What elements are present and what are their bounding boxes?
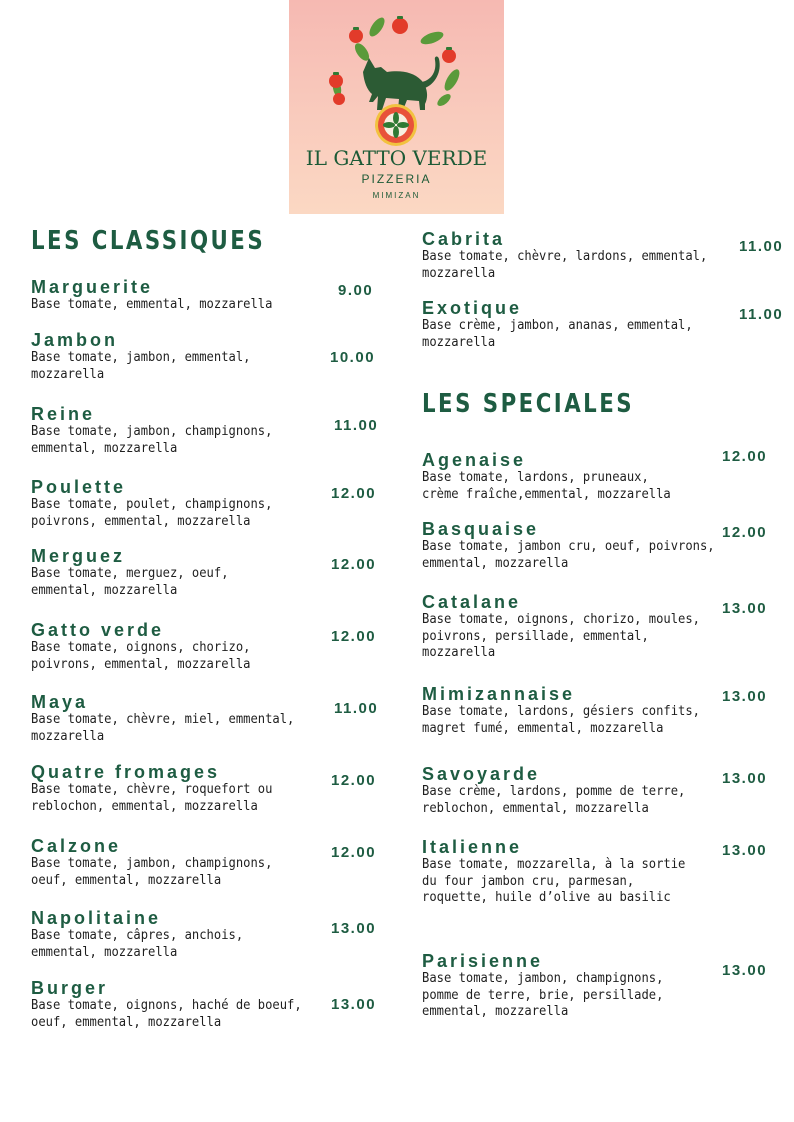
restaurant-logo	[289, 0, 504, 214]
item-name: Calzone	[31, 836, 122, 856]
item-description: Base crème, jambon, ananas, emmental, mozzarella	[422, 317, 693, 350]
item-description: Base tomate, jambon, champignons, emmental, mozzarella	[31, 423, 273, 456]
item-price: 11.00	[739, 306, 784, 323]
menu-item	[31, 763, 336, 814]
item-name: Catalane	[422, 592, 522, 612]
item-name: Cabrita	[422, 229, 506, 249]
item-price: 12.00	[331, 844, 377, 861]
menu-item	[31, 837, 346, 888]
item-name: Agenaise	[422, 450, 527, 470]
brand-type: PIZZERIA	[361, 172, 432, 186]
menu-item	[422, 952, 722, 1020]
section-title-classiques: LES CLASSIQUES	[31, 226, 266, 256]
menu-item	[31, 331, 311, 382]
brand-name: IL GATTO VERDE	[305, 146, 488, 170]
menu-item	[422, 593, 747, 661]
item-price: 9.00	[338, 282, 374, 299]
item-description: Base tomate, emmental, mozzarella	[31, 296, 273, 312]
item-name: Jambon	[31, 330, 119, 350]
item-price: 13.00	[331, 920, 377, 937]
item-price: 12.00	[722, 448, 768, 465]
item-name: Savoyarde	[422, 764, 541, 784]
item-description: Base crème, lardons, pomme de terre, reblochon, emmental, mozzarella	[422, 783, 686, 816]
item-price: 12.00	[722, 524, 768, 541]
item-description: Base tomate, oignons, haché de boeuf, oeuf, emmental, mozzarella	[31, 997, 302, 1030]
item-price: 13.00	[722, 770, 768, 787]
item-description: Base tomate, jambon cru, oeuf, poivrons, emmental, mozzarella	[422, 538, 715, 571]
item-description: Base tomate, poulet, champignons, poivrons, emmental, mozzarella	[31, 496, 273, 529]
item-description: Base tomate, jambon, champignons, oeuf, emmental, mozzarella	[31, 855, 273, 888]
item-price: 13.00	[722, 688, 768, 705]
item-description: Base tomate, mozzarella, à la sortie du four jambon cru, parmesan, roquette, huile d’olive au basilic	[422, 856, 686, 905]
item-description: Base tomate, câpres, anchois, emmental, mozzarella	[31, 927, 244, 960]
menu-item	[422, 765, 747, 816]
menu-item	[422, 299, 742, 350]
item-price: 12.00	[331, 628, 377, 645]
item-description: Base tomate, jambon, emmental, mozzarella	[31, 349, 251, 382]
menu-item	[31, 693, 351, 744]
item-price: 13.00	[722, 600, 768, 617]
item-price: 13.00	[722, 842, 768, 859]
menu-item	[31, 979, 361, 1030]
item-name: Reine	[31, 404, 96, 424]
menu-item	[422, 451, 722, 502]
item-name: Poulette	[31, 477, 127, 497]
item-name: Quatre fromages	[31, 762, 221, 782]
item-name: Gatto verde	[31, 620, 165, 640]
item-price: 12.00	[331, 772, 377, 789]
menu-item	[422, 685, 747, 736]
menu-item	[31, 909, 311, 960]
item-name: Basquaise	[422, 519, 540, 539]
item-name: Burger	[31, 978, 109, 998]
item-price: 11.00	[334, 700, 379, 717]
item-description: Base tomate, chèvre, miel, emmental, mozzarella	[31, 711, 295, 744]
item-description: Base tomate, chèvre, lardons, emmental, mozzarella	[422, 248, 708, 281]
item-description: Base tomate, lardons, gésiers confits, magret fumé, emmental, mozzarella	[422, 703, 700, 736]
item-price: 12.00	[331, 556, 377, 573]
item-name: Exotique	[422, 298, 523, 318]
item-name: Marguerite	[31, 277, 154, 297]
item-name: Italienne	[422, 837, 523, 857]
brand-town: MIMIZAN	[372, 191, 421, 200]
item-price: 10.00	[330, 349, 376, 366]
item-price: 11.00	[739, 238, 784, 255]
item-name: Merguez	[31, 546, 126, 566]
item-price: 11.00	[334, 417, 379, 434]
item-price: 13.00	[722, 962, 768, 979]
item-description: Base tomate, merguez, oeuf, emmental, mozzarella	[31, 565, 229, 598]
item-description: Base tomate, chèvre, roquefort ou reblochon, emmental, mozzarella	[31, 781, 273, 814]
item-name: Napolitaine	[31, 908, 162, 928]
menu-item	[31, 405, 346, 456]
item-description: Base tomate, lardons, pruneaux, crème fraîche,emmental, mozzarella	[422, 469, 671, 502]
item-price: 12.00	[331, 485, 377, 502]
item-name: Parisienne	[422, 951, 544, 971]
menu-item	[31, 547, 301, 598]
menu-item	[422, 520, 762, 571]
menu-item	[31, 621, 321, 672]
item-description: Base tomate, jambon, champignons, pomme de terre, brie, persillade, emmental, mozzarella	[422, 970, 664, 1019]
menu-item	[422, 230, 752, 281]
item-description: Base tomate, oignons, chorizo, poivrons, emmental, mozzarella	[31, 639, 251, 672]
item-description: Base tomate, oignons, chorizo, moules, poivrons, persillade, emmental, mozzarella	[422, 611, 700, 660]
item-name: Mimizannaise	[422, 684, 576, 704]
section-title-speciales: LES SPECIALES	[422, 389, 635, 419]
menu-item	[31, 278, 359, 313]
item-price: 13.00	[331, 996, 377, 1013]
menu-item	[422, 838, 732, 906]
menu-item	[31, 478, 346, 529]
item-name: Maya	[31, 692, 89, 712]
